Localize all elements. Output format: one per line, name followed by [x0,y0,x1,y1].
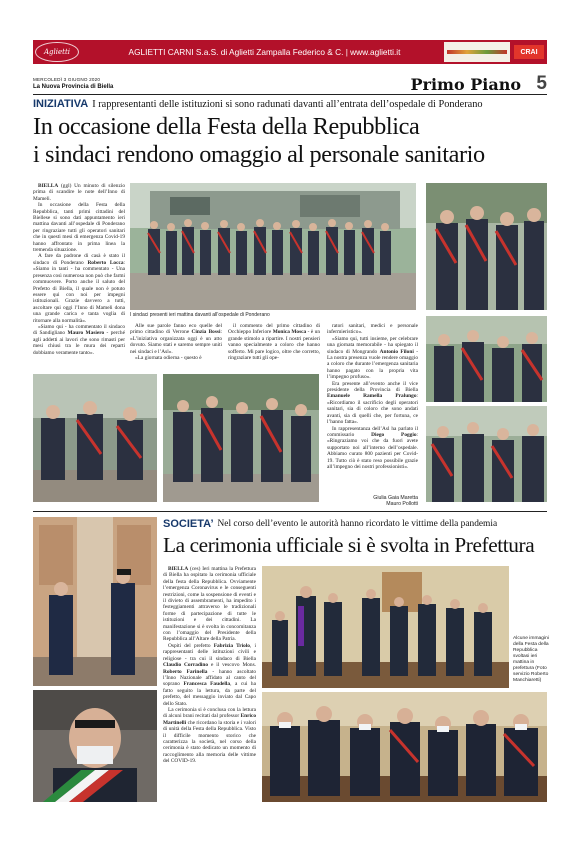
paragraph: , a cui ha fatto seguito la lettura, da parte del prefetto, del messaggio inviato dal Capo dello Stato. [163,681,256,707]
person-name: Diego Poggio [371,431,417,438]
person-name: Enrico Martinelli [163,713,256,726]
paragraph: - è un grande stimolo a ripartire. I nostri pensieri vanno specialmente a coloro che hanno sofferto. Mi pare logico, oltre che corretto, ringraziare tutti gli ope- [228,329,320,362]
photo-prefecture-officers [33,517,157,686]
dateline: BIELLA [168,566,189,572]
paragraph: A fare da padrone di casà è stato il sindaco di Ponderano [33,253,125,266]
author-name: Mauro Pollotti [386,501,418,508]
person-name: Cinzia Bossi [191,329,221,336]
paragraph: «Siamo qui, tutti insieme, per celebrare una giornata memorabile - ha spiegato il sindaco di Mongrando [327,335,418,355]
paragraph: il commento del primo cittadino di Occhieppo Inferiore [228,323,320,336]
author-name: Giulia Gaia Maretta [373,495,418,501]
paragraph: , i rappresentanti delle istituzioni civili e religiose - tra cui il sindaco di Biella [163,642,256,662]
paragraph: «La giornata odierna - questo è [135,355,202,362]
article2-kicker [163,517,547,530]
article1-column-1 [33,183,125,395]
paragraph: In rappresentanza dell’Asl ha parlato il commissario [327,425,418,438]
paragraph: - perché agli addetti ai lavori che sono rimasti per mesi chiusi tra le mura dei reparti dobbiamo veramente tanto». [33,330,125,356]
photo-prefecture-ceremony [262,566,509,688]
person-name: Antonio Filoni [379,348,414,355]
photo-mayor-portrait [33,690,157,802]
paragraph: (ggl) Un minuto di silenzio prima di scandire le note dell’Inno di Mameli. [33,183,125,202]
article1-headline-line2: i sindaci rendono omaggio al personale sanitario [33,141,485,168]
article1-headline-line1: In occasione della Festa della Repubblica [33,113,420,140]
article1-headline [33,113,547,169]
paragraph: - La nostra presenza vuole rendere omaggio a coloro che durante l’emergenza sanitaria hanno pagato con la propria vita l’impegno profuso». [327,348,418,381]
ad-text: AGLIETTI CARNI S.a.S. di Aglietti Zampalla Federico & C. | www.aglietti.it [128,47,401,57]
paragraph: che ricordano la storia e i valori di unità della Festa della Repubblica. Visto il difficile momento storico che caratterizza la società, nel corso della cerimonia è stato dedicato un momento di raccoglimento alla memoria delle vittime del COVID-19. [163,719,256,765]
masthead [33,75,547,95]
article1-kicker [33,97,547,111]
person-name: Roberto Locca [87,259,124,266]
article2-column-1 [163,566,256,802]
paragraph: ratori sanitari, medici e personale infermieristico». [327,323,418,336]
paragraph: In occasione della Festa della Repubblica, tanti primi cittadini del Biellese si sono dati appuntamento ieri mattina davanti all’ospedale di Ponderano per ringraziare tutti gli operatori sanitari che in questi mesi di emergenza Covid-19 hanno affrontato in prima linea la tremenda situazione. [33,202,125,254]
paragraph: (ces) Ieri mattina la Prefettura di Biella ha ospitato la cerimonia ufficiale della festa della Repubblica. Ovviamente l’emergenza Coronavirus e le conseguenti restrizioni, come la sospensione di eventi e il divieto di assembramenti, ha impedito i festeggiamenti attraverso le tradizionali forme di partecipazione di tutte le istituzioni e dei cittadini. La manifestazione si è svolta in concomitanza con l’omaggio del Presidente della Repubblica all’Altare della Patria. [163,566,256,643]
article1-kicker-tag: INIZIATIVA [33,98,89,110]
paragraph: Ospiti del prefetto [168,642,211,649]
article1-byline [327,495,418,508]
article2-photo-caption: Alcune immagini della Festa della Repubblica svoltasi ieri mattina in prefettura (Foto servizio Roberto Manchiaretti) [513,636,549,683]
person-name: Claudio Corradino [163,662,209,669]
paragraph: : «L’iniziativa organizzata oggi è un atto dovuto. Siamo stati e saremo sempre uniti nei sindaci e l’Asl». [130,329,222,355]
ad-logo: Aglietti [35,42,79,62]
person-name: Fabrizia Triolo [213,642,250,649]
person-name: Emanuele Ramella Pralungo [327,393,417,400]
paragraph: La cerimonia si è conclusa con la lettura di alcuni brani recitati dal professor [163,706,256,720]
photo-mayors-top-right [426,183,547,310]
paragraph: : «Siamo in tanti - ha commentato - Una presenza così numerosa non può che farmi commuovere. Porto anche il saluto del Prefetto di Biella, il quale non è potuto essere qui con noi per impegni istituzionali. Grazie davvero a tutti, ascoltare qui oggi l’Inno di Mameli dona una grande carica e tanta voglia di ritornare alla normalità». [33,259,125,324]
article1-column-2 [130,323,222,371]
paragraph: Era presente all’evento anche il vice presidente della Provincia di Biella [327,380,418,394]
photo-mayors-left [33,374,157,502]
article1-kicker-text: I rappresentanti delle istituzioni si sono radunati davanti all’entrata dell’ospedale di Ponderano [92,98,483,110]
person-name: Mauro Masiero [67,330,105,337]
paragraph: : «Ringraziamo voi che da fuori avete supportato noi all’interno dell’ospedale. Abbiamo curato 800 pazienti per Covid-19. Tutto ciò è stato reso possibile grazie all’impegno dei nostri professionisti». [327,431,418,470]
page-number: 5 [536,73,547,94]
person-name: Francesca Faudella [183,681,231,688]
article2-kicker-text: Nel corso dell’evento le autorità hanno ricordato le vittime della pandemia [217,518,498,529]
ad-banner[interactable] [33,40,547,64]
section-title: Primo Piano [410,75,521,94]
person-name: Monica Mosca [272,329,307,336]
photo-mayors-right-bottom [426,406,547,502]
article1-column-3 [228,323,320,371]
article2-headline: La cerimonia ufficiale si è svolta in Prefettura [163,533,535,557]
paragraph: - hanno ascoltato l’Inno Nazionale affidato al canto del soprano [163,668,256,688]
ad-decor-image [444,42,510,62]
article2-kicker-tag: SOCIETA’ [163,517,214,530]
photo-mayors-right-middle [426,316,547,402]
paragraph: «Siamo qui - ha commentato il sindaco di Sandigliano [33,323,125,337]
section-divider [33,511,547,512]
person-name: Roberto Farinella [163,668,208,675]
paragraph: : «Ricordiamo il sacrificio degli operatori sanitari, sia di coloro che sono andati avanti, sia di quelli che, per fortuna, ce l’hanno fatta». [327,393,418,426]
paragraph: e il vescovo Mons. [210,662,256,669]
photo-mayors-center [163,374,319,502]
paper-name: La Nuova Provincia di Biella [33,84,114,90]
paragraph: Alle sue parole fanno eco quelle del primo cittadino di Verrone [130,323,222,336]
ad-badge: CRAI [514,45,544,59]
dateline: BIELLA [38,183,59,189]
article1-column-4 [327,323,418,493]
photo-prefecture-audience [262,692,547,802]
group-photo-hospital [130,183,416,310]
group-photo-caption: I sindaci presenti ieri mattina davanti all’ospedale di Ponderano [130,312,270,318]
issue-date: MERCOLEDÌ 3 GIUGNO 2020 [33,77,101,82]
